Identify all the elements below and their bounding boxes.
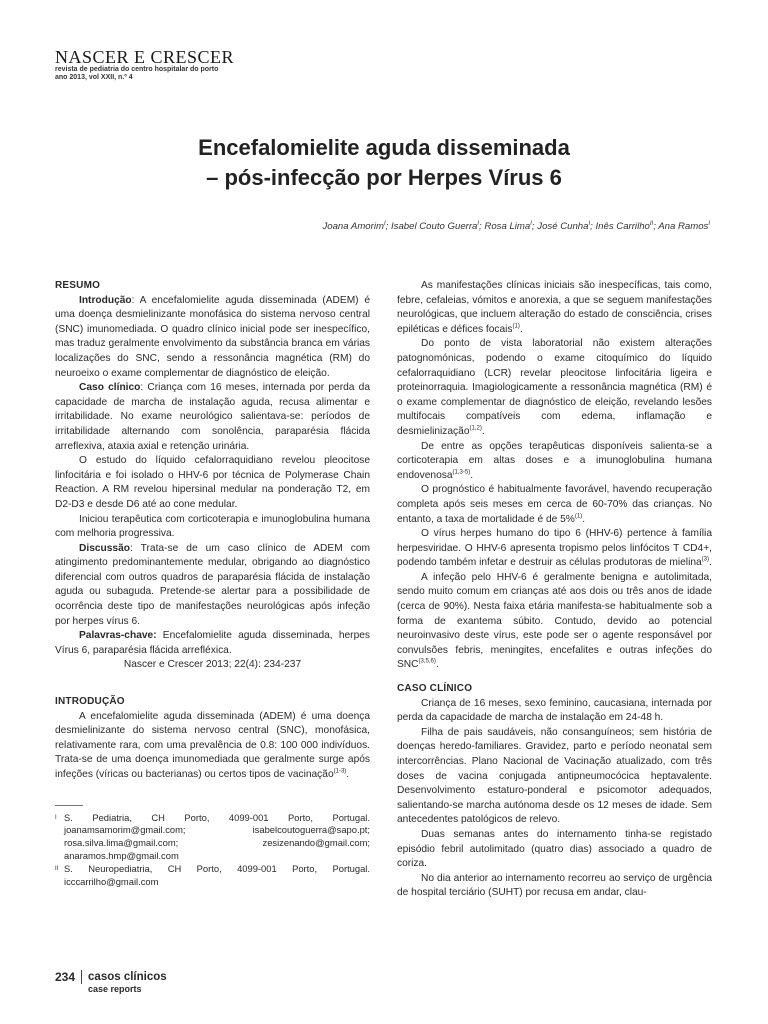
body-paragraph: O prognóstico é habitualmente favorável, havendo recuperação completa após seis meses em cerca de 60-70% das crianças. No entanto, a taxa de mortalidade é de 5%$^{(1)}$. bbox=[397, 484, 712, 525]
case-paragraph: Duas semanas antes do internamento tinha-se registado episódio febril autolimitado (quatro dias) associado a quadro de coriza. bbox=[397, 828, 712, 870]
author: Joana Amorim$^I$; bbox=[322, 220, 391, 232]
author: José Cunha$^I$; bbox=[537, 220, 596, 232]
abstract-case-p2: O estudo do líquido cefalorraquidiano revelou pleocitose linfocitária e foi isolado o HHV-6 por técnica de Polymerase Chain Reaction. A RM revelou hipersinal medular na ponderação T2, em D2-D3 e desde D6 até ao cone medular. bbox=[55, 455, 370, 510]
case-paragraph: Filha de pais saudáveis, não consanguíneos; sem história de doenças heredo-familiares. Gravidez, parto e período neonatal sem intercorrências. Plano Nacional de Vacinação atualizado, com três doses de vacina conjugada antipneumocócica heptavalente. Desenvolvimento estaturo-ponderal e psicomotor adequados, salientando-se marcha autónoma desde os 12 meses de idade. Sem antecedentes patológicos de relevo. bbox=[397, 726, 712, 826]
author: Isabel Couto Guerra$^I$; bbox=[390, 220, 485, 232]
article-title bbox=[60, 133, 708, 193]
case-heading: CASO CLÍNICO bbox=[397, 683, 473, 695]
abstract-intro: Introdução: A encefalomielite aguda disseminada (ADEM) é uma doença desmielinizante monofásica do sistema nervoso central (SNC) imunomediada. O quadro clínico inicial pode ser inespecífico, mas traduz geralmente envolvimento da substância branca em várias localizações do SNC, sendo a ressonância magnética (RM) do neuroeixo o exame complementar de diagnóstico de eleição. bbox=[55, 294, 370, 379]
abstract-discussion: Discussão: Trata-se de um caso clínico de ADEM com atingimento predominantemente medular, obrigando ao diagnóstico diferencial com outros quadros de paraparésia flácida de instalação aguda ou subaguda. Pretende-se alertar para a possibilidade de ocorrência deste tipo de manifestações neurológicas após infeção por herpes vírus 6. bbox=[55, 542, 370, 627]
section-label bbox=[82, 970, 167, 994]
article-citation: Nascer e Crescer 2013; 22(4): 234-237 bbox=[123, 659, 302, 671]
author: Rosa Lima$^I$; bbox=[484, 220, 538, 232]
author: Ana Ramos$^I$ bbox=[658, 220, 710, 232]
body-paragraph: Do ponto de vista laboratorial não existem alterações patognomónicas, podendo o exame citoquímico do líquido cefalorraquidiano (LCR) revelar pleocitose linfocitária ligeira e proteinorraquia. Imagiologicamente a ressonância magnética (RM) é o exame complementar de diagnóstico de eleição, revelando lesões multifocais compatíveis com edema, inflamação e desmielinização$^{(1,2)}$. bbox=[397, 338, 712, 437]
journal-subtitle: revista de pediatria do centro hospitalar do porto bbox=[55, 66, 219, 73]
page-footer bbox=[55, 970, 167, 994]
intro-heading: INTRODUÇÃO bbox=[55, 696, 125, 708]
abstract-case: Caso clínico: Criança com 16 meses, internada por perda da capacidade de marcha de instalação aguda, recusa alimentar e irritabilidade. No exame neurológico salientava-se: períodos de irritabilidade alternando com sonolência, paraparésia flácida arreflexiva, ataxia axial e retenção urinária. bbox=[55, 382, 370, 452]
intro-paragraph: A encefalomielite aguda disseminada (ADEM) é uma doença desmielinizante do sistema nervoso central (SNC), monofásica, relativamente rara, com uma prevalência de 0.8: 100 000 indivíduos. Trata-se de uma doença imunomediada que geralmente surge após infeções (víricas ou bacterianas) ou certos tipos de vacinação$^{(1-3)}$. bbox=[55, 710, 370, 780]
body-paragraph: O vírus herpes humano do tipo 6 (HHV-6) pertence à família herpesviridae. O HHV-6 apresenta tropismo pelos linfócitos T CD4+, podendo também infetar e destruir as células produtoras de mielina$^{(3)}$. bbox=[397, 528, 712, 569]
journal-title: NASCER E CRESCER bbox=[55, 47, 235, 67]
right-column bbox=[397, 279, 712, 901]
case-paragraph: Criança de 16 meses, sexo feminino, caucasiana, internada por perda da capacidade de marcha de instalação em 24-48 h. bbox=[397, 697, 712, 724]
footnote-divider bbox=[55, 805, 83, 806]
abstract-case-p3: Iniciou terapêutica com corticoterapia e imunoglobulina humana com melhoria progressiva. bbox=[55, 513, 370, 540]
body-paragraph: As manifestações clínicas iniciais são inespecíficas, tais como, febre, cefaleias, vómitos e anorexia, a que se seguem manifestações neurológicas, que incluem alteração do estado de consciência, crises epiléticas e défices focais$^{(1)}$. bbox=[397, 280, 712, 335]
title-line-1: Encefalomielite aguda disseminada bbox=[198, 135, 570, 160]
section-title: casos clínicos bbox=[88, 971, 167, 983]
abstract-heading: RESUMO bbox=[55, 280, 101, 291]
journal-issue: ano 2013, vol XXII, n.º 4 bbox=[55, 74, 133, 81]
body-paragraph: A infeção pelo HHV-6 é geralmente benigna e autolimitada, sendo muito comum em crianças até aos dois ou três anos de idade (cerca de 90%). Nesta faixa etária manifesta-se habitualmente sob a forma de exantema súbito. Contudo, devido ao potencial neuroinvasivo deste vírus, este pode ser o agente responsável por convulsões febris, meningites, encefalites e outras infeções do SNC$^{(3,5,6)}$. bbox=[397, 571, 712, 671]
footnote: II S. Neuropediatria, CH Porto, 4099-001 Porto, Portugal. icccarrilho@gmail.com bbox=[55, 862, 370, 887]
author-list bbox=[260, 221, 710, 232]
journal-masthead bbox=[55, 48, 234, 82]
left-column bbox=[55, 279, 370, 888]
case-paragraph: No dia anterior ao internamento recorreu ao serviço de urgência de hospital terciário (SUHT) por recusa em andar, clau- bbox=[397, 872, 712, 899]
abstract-keywords: Palavras-chave: Encefalomielite aguda disseminada, herpes Vírus 6, paraparésia flácida arrefléxica. bbox=[55, 630, 370, 656]
footnote: I S. Pediatria, CH Porto, 4099-001 Porto, Portugal. joanamsamorim@gmail.com; isabelcoutoguerra@sapo.pt; rosa.silva.lima@gmail.com; zesizenando@gmail.com; anaramos.hmp@gmail.com bbox=[55, 811, 370, 861]
page-number: 234 bbox=[55, 970, 82, 984]
section-title-en: case reports bbox=[88, 984, 142, 994]
title-line-2: – pós-infecção por Herpes Vírus 6 bbox=[206, 165, 562, 190]
author: Inês Carrilho$^{II}$; bbox=[595, 220, 659, 232]
body-paragraph: De entre as opções terapêuticas disponíveis salienta-se a corticoterapia em altas doses e a imunoglobulina humana endovenosa$^{(1,3-5)}$. bbox=[397, 440, 712, 481]
